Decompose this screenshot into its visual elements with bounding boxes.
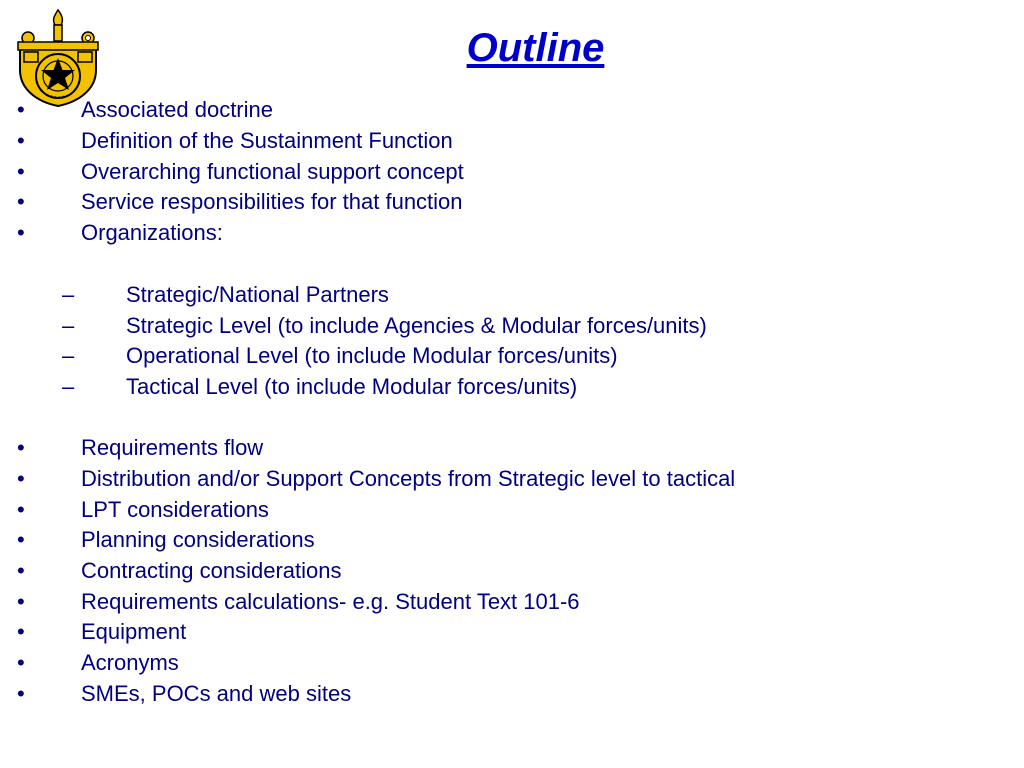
bullet-dot: • — [17, 681, 25, 706]
bullet-dot: • — [17, 220, 25, 245]
sub-bullet-dash: – — [62, 313, 75, 338]
bullet-text: Overarching functional support concept — [81, 159, 464, 184]
sub-bullet-dash: – — [62, 282, 75, 307]
bullet-dot: • — [17, 435, 25, 460]
sub-bullet-text: Tactical Level (to include Modular forces/units) — [126, 374, 578, 399]
bullet-text: Acronyms — [81, 650, 179, 675]
bullet-dot: • — [17, 589, 25, 614]
bullet-dot: • — [17, 159, 25, 184]
sub-bullet-text: Strategic/National Partners — [126, 282, 389, 307]
bullet-text: LPT considerations — [81, 497, 269, 522]
slide-title: Outline — [466, 26, 605, 70]
sub-bullet-dash: – — [62, 374, 75, 399]
sub-bullet-dash: – — [62, 343, 75, 368]
bullet-text: Equipment — [81, 619, 187, 644]
bullet-dot: • — [17, 128, 25, 153]
bullet-text: Associated doctrine — [81, 97, 273, 122]
sub-bullet-text: Strategic Level (to include Agencies & Modular forces/units) — [126, 313, 707, 338]
bullet-text: Requirements calculations- e.g. Student Text 101-6 — [81, 589, 580, 614]
bullet-dot: • — [17, 97, 25, 122]
bullet-dot: • — [17, 558, 25, 583]
bullet-text: Planning considerations — [81, 527, 315, 552]
bullet-dot: • — [17, 189, 25, 214]
bullet-text: Contracting considerations — [81, 558, 342, 583]
sub-bullet-text: Operational Level (to include Modular forces/units) — [126, 343, 618, 368]
bullet-dot: • — [17, 619, 25, 644]
bullet-dot: • — [17, 466, 25, 491]
bullet-text: Organizations: — [81, 220, 223, 245]
bullet-text: SMEs, POCs and web sites — [81, 681, 352, 706]
bullet-text: Service responsibilities for that function — [81, 189, 463, 214]
bullet-text: Distribution and/or Support Concepts from Strategic level to tactical — [81, 466, 736, 491]
bullet-dot: • — [17, 527, 25, 552]
bullet-dot: • — [17, 497, 25, 522]
bullet-text: Requirements flow — [81, 435, 264, 460]
bullet-dot: • — [17, 650, 25, 675]
bullet-text: Definition of the Sustainment Function — [81, 128, 453, 153]
